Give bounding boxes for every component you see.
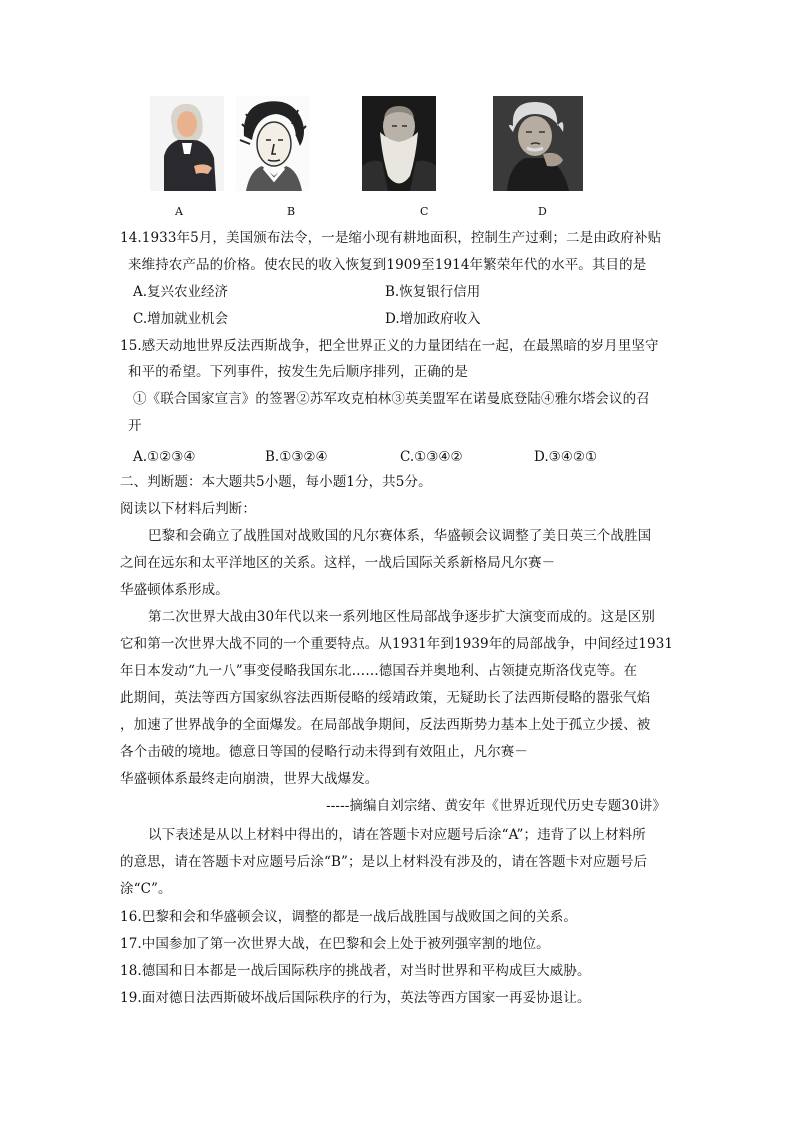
caption-a: A bbox=[175, 205, 183, 218]
instructions-line3: 涂“C”。 bbox=[120, 881, 172, 897]
material-p2-line6: 各个击破的境地。德意日等国的侵略行动未得到有效阻止，凡尔赛－ bbox=[120, 744, 528, 760]
material-p2-line3: 年日本发动“九一八”事变侵略我国东北……德国吞并奥地利、占领捷克斯洛伐克等。在 bbox=[120, 663, 638, 679]
caption-b: B bbox=[287, 205, 296, 218]
caption-d: D bbox=[538, 205, 547, 218]
question-16: 16.巴黎和会和华盛顿会议，调整的都是一战后战胜国与战败国之间的关系。 bbox=[120, 909, 577, 925]
q14-stem-line2: 来维持农产品的价格。使农民的收入恢复到1909至1914年繁荣年代的水平。其目的是 bbox=[128, 257, 647, 273]
question-19: 19.面对德日法西斯破坏战后国际秩序的行为，英法等西方国家一再妥协退让。 bbox=[120, 990, 591, 1006]
q15-stem-line4: 开 bbox=[128, 418, 142, 434]
question-18: 18.德国和日本都是一战后国际秩序的挑战者，对当时世界和平构成巨大威胁。 bbox=[120, 963, 591, 979]
material-p1-line2: 之间在远东和太平洋地区的关系。这样，一战后国际关系新格局凡尔赛－ bbox=[120, 555, 556, 571]
portrait-bearded-man-icon bbox=[362, 96, 436, 191]
q14-option-c[interactable]: C.增加就业机会 bbox=[133, 311, 229, 327]
material-p2-line2: 它和第一次世界大战不同的一个重要特点。从1931年到1939年的局部战争，中间经过1931 bbox=[120, 636, 674, 652]
q14-option-a[interactable]: A.复兴农业经济 bbox=[133, 284, 229, 300]
q14-option-b[interactable]: B.恢复银行信用 bbox=[385, 284, 481, 300]
portrait-wig-man-icon bbox=[150, 96, 224, 191]
section2-intro: 阅读以下材料后判断： bbox=[120, 501, 256, 517]
section2-heading: 二、判断题：本大题共5小题，每小题1分，共5分。 bbox=[120, 474, 432, 490]
q15-stem-line2: 和平的希望。下列事件，按发生先后顺序排列，正确的是 bbox=[128, 364, 468, 380]
q14-option-d[interactable]: D.增加政府收入 bbox=[385, 311, 481, 327]
instructions-line2: 的意思，请在答题卡对应题号后涂“B”；是以上材料没有涉及的，请在答题卡对应题号后 bbox=[120, 854, 648, 870]
material-p2-line5: ，加速了世界战争的全面爆发。在局部战争期间，反法西斯势力基本上处于孤立少援、被 bbox=[120, 717, 651, 733]
material-p2-line1: 第二次世界大战由30年代以来一系列地区性局部战争逐步扩大演变而成的。这是区别 bbox=[148, 609, 655, 625]
material-p1-line3: 华盛顿体系形成。 bbox=[120, 582, 229, 598]
q15-stem-line1: 15.感天动地世界反法西斯战争，把全世界正义的力量团结在一起，在最黑暗的岁月里坚守 bbox=[120, 338, 659, 354]
material-p2-line7: 华盛顿体系最终走向崩溃，世界大战爆发。 bbox=[120, 771, 379, 787]
q15-option-c[interactable]: C.①③④② bbox=[400, 449, 463, 465]
q15-stem-line3: ①《联合国家宣言》的签署②苏军攻克柏林③英美盟军在诺曼底登陆④雅尔塔会议的召 bbox=[133, 391, 650, 407]
q15-option-d[interactable]: D.③④②① bbox=[534, 449, 598, 465]
material-p1-line1: 巴黎和会确立了战胜国对战败国的凡尔赛体系，华盛顿会议调整了美日英三个战胜国 bbox=[148, 528, 652, 544]
portrait-einstein-icon bbox=[493, 96, 583, 191]
portrait-composer-sketch-icon bbox=[236, 96, 310, 191]
material-p2-line4: 此期间，英法等西方国家纵容法西斯侵略的绥靖政策，无疑助长了法西斯侵略的嚣张气焰 bbox=[120, 690, 651, 706]
question-17: 17.中国参加了第一次世界大战，在巴黎和会上处于被列强宰割的地位。 bbox=[120, 936, 550, 952]
material-source: -----摘编自刘宗绪、黄安年《世界近现代历史专题30讲》 bbox=[326, 798, 666, 814]
q15-option-a[interactable]: A.①②③④ bbox=[133, 449, 196, 465]
q15-option-b[interactable]: B.①③②④ bbox=[265, 449, 328, 465]
caption-c: C bbox=[420, 205, 429, 218]
q14-stem-line1: 14.1933年5月，美国颁布法令，一是缩小现有耕地面积，控制生产过剩；二是由政府补贴 bbox=[120, 230, 662, 246]
instructions-line1: 以下表述是从以上材料中得出的，请在答题卡对应题号后涂“A”；违背了以上材料所 bbox=[148, 827, 646, 843]
